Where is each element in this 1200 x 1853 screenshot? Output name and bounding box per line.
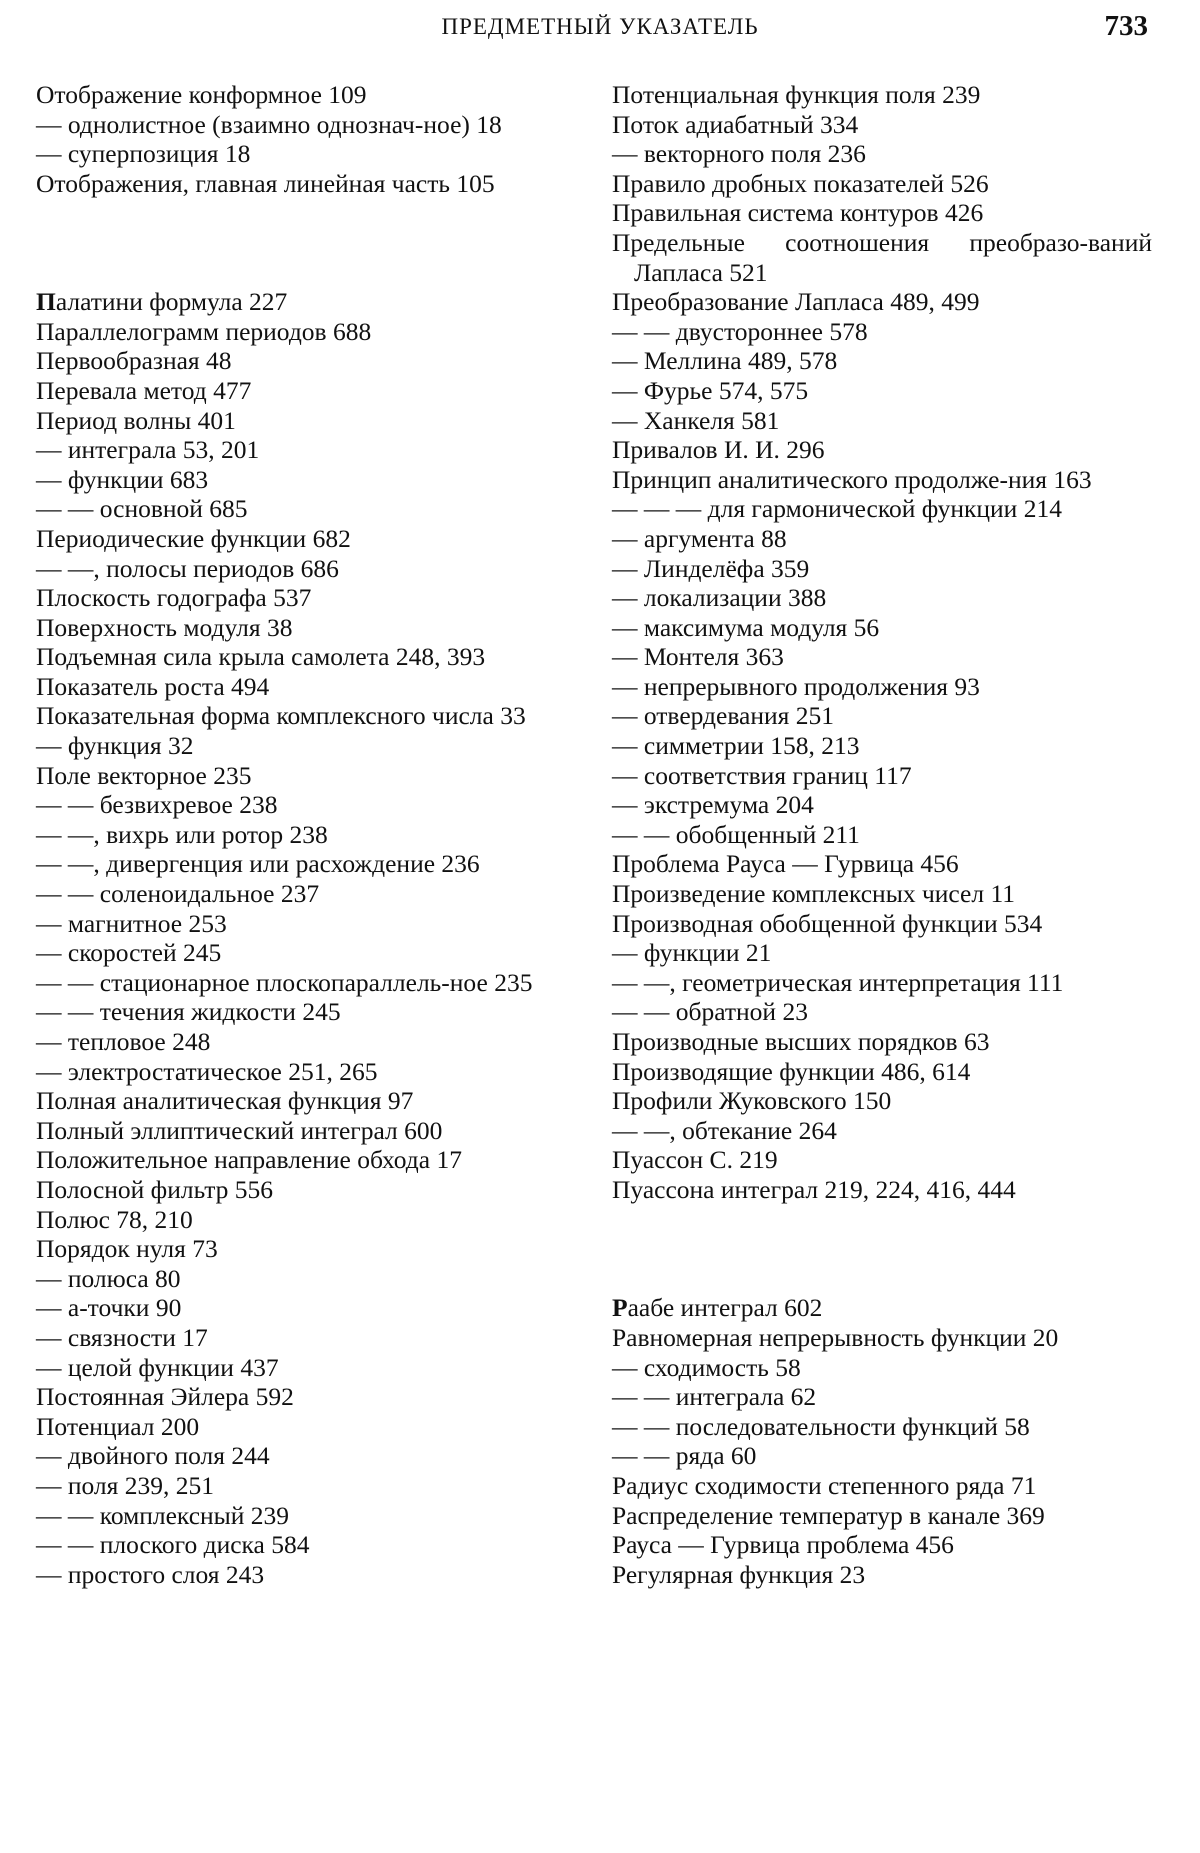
index-entry: — — обобщенный 211 [612, 819, 860, 849]
section-gap [612, 1205, 1152, 1294]
index-entry: — — двустороннее 578 [612, 316, 868, 346]
index-entry: — электростатическое 251, 265 [36, 1056, 378, 1086]
index-entry: Преобразование Лапласа 489, 499 [612, 287, 980, 317]
index-entry: — локализации 388 [612, 583, 827, 613]
index-entry: Полная аналитическая функция 97 [36, 1086, 414, 1116]
index-entry: — Монтеля 363 [612, 642, 784, 672]
index-entry: — отвердевания 251 [612, 701, 835, 731]
running-title: ПРЕДМЕТНЫЙ УКАЗАТЕЛЬ [441, 14, 759, 39]
index-entry: Палатини формула 227 [36, 287, 288, 317]
index-entry: — двойного поля 244 [36, 1441, 270, 1471]
index-entry: Постоянная Эйлера 592 [36, 1382, 294, 1412]
index-entry: — соответствия границ 117 [612, 760, 912, 790]
index-entry: — — интеграла 62 [612, 1382, 817, 1412]
index-entry: Поле векторное 235 [36, 760, 252, 790]
index-entry: Периодические функции 682 [36, 523, 351, 553]
index-entry: — — — для гармонической функции 214 [612, 494, 1062, 524]
index-entry: — — последовательности функций 58 [612, 1411, 1030, 1441]
index-entry: Произведение комплексных чисел 11 [612, 879, 1016, 909]
index-entry: Поверхность модуля 38 [36, 612, 293, 642]
index-entry: — — плоского диска 584 [36, 1530, 310, 1560]
index-entry: — — стационарное плоскопараллель-ное 235 [36, 967, 533, 997]
index-entry: Плоскость годографа 537 [36, 583, 312, 613]
index-entry: Привалов И. И. 296 [612, 435, 825, 465]
index-entry: — максимума модуля 56 [612, 612, 880, 642]
index-entry: Раабе интеграл 602 [612, 1293, 823, 1323]
index-entry: Полный эллиптический интеграл 600 [36, 1115, 443, 1145]
index-entry: — —, полосы периодов 686 [36, 553, 339, 583]
index-entry: — — ряда 60 [612, 1441, 757, 1471]
index-entry: Правильная система контуров 426 [612, 198, 984, 228]
index-entry: Производная обобщенной функции 534 [612, 908, 1043, 938]
index-entry: — связности 17 [36, 1322, 208, 1352]
index-entry: — — безвихревое 238 [36, 790, 278, 820]
index-entry: Производные высших порядков 63 [612, 1027, 990, 1056]
page-header [0, 8, 1200, 48]
index-entry: Полосной фильтр 556 [36, 1174, 274, 1204]
index-entry: Отображение конформное 109 [36, 80, 367, 109]
index-entry: Проблема Рауса — Гурвица 456 [612, 849, 959, 879]
index-entry: — простого слоя 243 [36, 1559, 265, 1589]
index-entry: — магнитное 253 [36, 908, 227, 938]
index-entry: — Линделёфа 359 [612, 553, 810, 583]
index-entry: Радиус сходимости степенного ряда 71 [612, 1470, 1037, 1500]
index-entry: — аргумента 88 [612, 523, 787, 553]
index-entry: Предельные соотношения преобразо-ваний Лапласа 521 [612, 227, 1152, 287]
index-entry: — — течения жидкости 245 [36, 997, 341, 1027]
index-entry: — симметрии 158, 213 [612, 731, 860, 761]
index-entry: Перевала метод 477 [36, 375, 252, 405]
index-entry: — Ханкеля 581 [612, 405, 780, 435]
index-entry: Производящие функции 486, 614 [612, 1056, 971, 1086]
index-entry: — однолистное (взаимно однознач-ное) 18 [36, 109, 502, 139]
index-entry: — суперпозиция 18 [36, 139, 251, 169]
index-entry: — функция 32 [36, 731, 194, 761]
index-entry: — —, дивергенция или расхождение 236 [36, 849, 480, 879]
section-gap [36, 198, 566, 287]
index-entry: Подъемная сила крыла самолета 248, 393 [36, 642, 486, 672]
index-entry: — —, геометрическая интерпретация 111 [612, 967, 1064, 997]
index-entry: — —, вихрь или ротор 238 [36, 819, 328, 849]
index-entry: — функции 21 [612, 938, 772, 968]
index-entry: — функции 683 [36, 464, 209, 494]
index-entry: — — комплексный 239 [36, 1500, 290, 1530]
index-column-left [36, 80, 566, 1589]
index-entry: — непрерывного продолжения 93 [612, 671, 980, 701]
index-entry: — полюса 80 [36, 1263, 181, 1293]
index-entry: Рауса — Гурвица проблема 456 [612, 1530, 954, 1560]
index-entry: — экстремума 204 [612, 790, 814, 820]
index-entry: Параллелограмм периодов 688 [36, 316, 372, 346]
index-entry: — поля 239, 251 [36, 1470, 215, 1500]
index-entry: — — соленоидальное 237 [36, 879, 320, 909]
index-entry: — Фурье 574, 575 [612, 375, 809, 405]
index-entry: — — обратной 23 [612, 997, 808, 1027]
index-entry: Период волны 401 [36, 405, 236, 435]
index-entry: Равномерная непрерывность функции 20 [612, 1322, 1059, 1352]
index-entry: Пуассон С. 219 [612, 1145, 778, 1175]
index-entry: — скоростей 245 [36, 938, 222, 968]
index-entry: — сходимость 58 [612, 1352, 801, 1382]
index-entry: Порядок нуля 73 [36, 1234, 218, 1264]
index-entry: Регулярная функция 23 [612, 1559, 866, 1589]
index-entry: Показатель роста 494 [36, 671, 270, 701]
index-entry: Поток адиабатный 334 [612, 109, 859, 139]
index-entry: Положительное направление обхода 17 [36, 1145, 462, 1175]
index-entry: — целой функции 437 [36, 1352, 279, 1382]
index-entry: Потенциальная функция поля 239 [612, 80, 981, 109]
index-entry: — интеграла 53, 201 [36, 435, 260, 465]
index-entry: Принцип аналитического продолже-ния 163 [612, 464, 1092, 494]
index-entry: — a-точки 90 [36, 1293, 182, 1323]
index-entry: Пуассона интеграл 219, 224, 416, 444 [612, 1174, 1016, 1204]
index-entry: Профили Жуковского 150 [612, 1086, 892, 1116]
index-column-right [612, 80, 1152, 1589]
index-entry: Полюс 78, 210 [36, 1204, 193, 1234]
index-entry: — Меллина 489, 578 [612, 346, 838, 376]
index-entry: Правило дробных показателей 526 [612, 168, 989, 198]
index-entry: Показательная форма комплексного числа 33 [36, 701, 526, 731]
index-entry: — векторного поля 236 [612, 139, 866, 169]
index-entry: Отображения, главная линейная часть 105 [36, 168, 495, 198]
index-entry: Первообразная 48 [36, 346, 232, 376]
index-entry: — — основной 685 [36, 494, 248, 524]
index-entry: — тепловое 248 [36, 1027, 211, 1057]
page-number: 733 [1104, 10, 1148, 42]
index-entry: Потенциал 200 [36, 1411, 200, 1441]
index-entry: — —, обтекание 264 [612, 1115, 837, 1145]
index-entry: Распределение температур в канале 369 [612, 1500, 1045, 1530]
